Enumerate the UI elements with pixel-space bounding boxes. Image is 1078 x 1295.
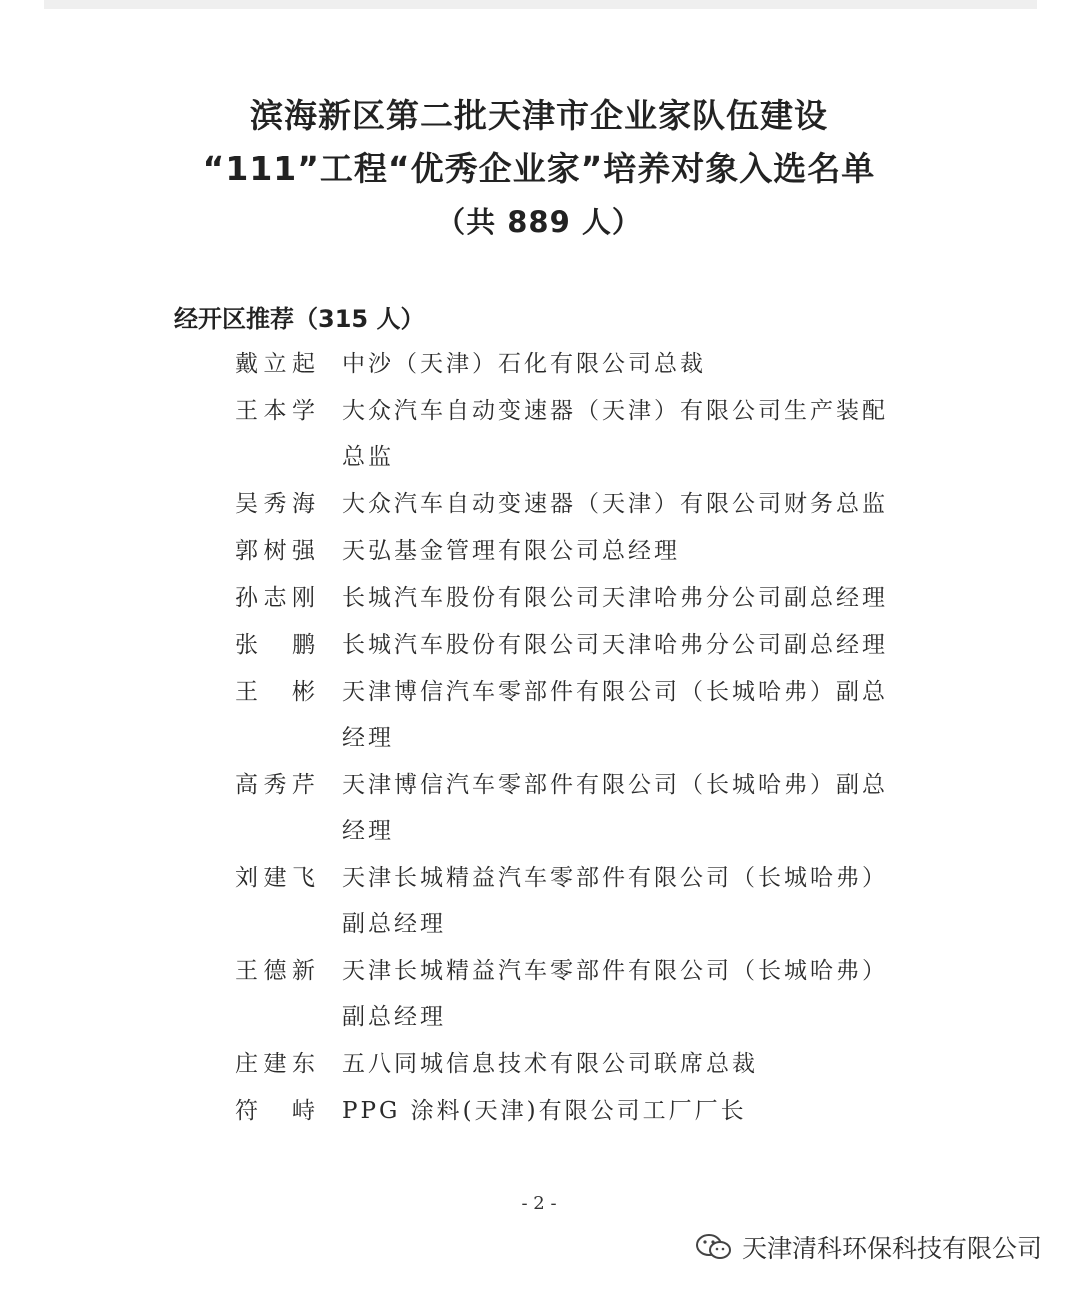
- person-title: 天津长城精益汽车零部件有限公司（长城哈弗）副总经理: [342, 958, 888, 1030]
- watermark-text: 天津清科环保科技有限公司: [741, 1234, 1042, 1263]
- person-name: 王本学: [235, 398, 315, 424]
- section-heading: 经开区推荐（315 人）: [174, 305, 425, 333]
- person-title: 天弘基金管理有限公司总经理: [342, 538, 680, 564]
- person-title: 天津博信汽车零部件有限公司（长城哈弗）副总经理: [342, 679, 888, 751]
- person-title: 大众汽车自动变速器（天津）有限公司财务总监: [342, 491, 888, 517]
- title-line-2: “111”工程“优秀企业家”培养对象入选名单: [202, 149, 876, 188]
- person-title: 长城汽车股份有限公司天津哈弗分公司副总经理: [342, 632, 888, 658]
- person-name: 高秀芹: [235, 772, 315, 798]
- top-divider: [44, 0, 1037, 9]
- person-title: PPG 涂料(天津)有限公司工厂厂长: [342, 1098, 747, 1124]
- person-name: 吴秀海: [235, 491, 315, 517]
- watermark: [694, 1229, 1042, 1265]
- person-title: 中沙（天津）石化有限公司总裁: [342, 351, 706, 377]
- person-title: 长城汽车股份有限公司天津哈弗分公司副总经理: [342, 585, 888, 611]
- page-number: - 2 -: [521, 1193, 557, 1214]
- person-name: 孙志刚: [235, 585, 315, 611]
- person-name: 王 彬: [235, 679, 315, 705]
- person-name: 郭树强: [235, 538, 315, 564]
- person-title: 大众汽车自动变速器（天津）有限公司生产装配总监: [342, 398, 888, 470]
- wechat-icon: [694, 1232, 734, 1262]
- title-line-1: 滨海新区第二批天津市企业家队伍建设: [250, 96, 828, 135]
- person-name: 庄建东: [235, 1051, 315, 1077]
- person-name: 刘建飞: [235, 865, 315, 891]
- person-name: 王德新: [235, 958, 315, 984]
- person-title: 五八同城信息技术有限公司联席总裁: [342, 1051, 758, 1077]
- person-title: 天津长城精益汽车零部件有限公司（长城哈弗）副总经理: [342, 865, 888, 937]
- person-title: 天津博信汽车零部件有限公司（长城哈弗）副总经理: [342, 772, 888, 844]
- person-name: 张 鹏: [235, 632, 315, 658]
- person-name: 戴立起: [235, 351, 315, 377]
- total-count: （共 889 人）: [436, 205, 642, 239]
- person-name: 符 峙: [235, 1098, 315, 1124]
